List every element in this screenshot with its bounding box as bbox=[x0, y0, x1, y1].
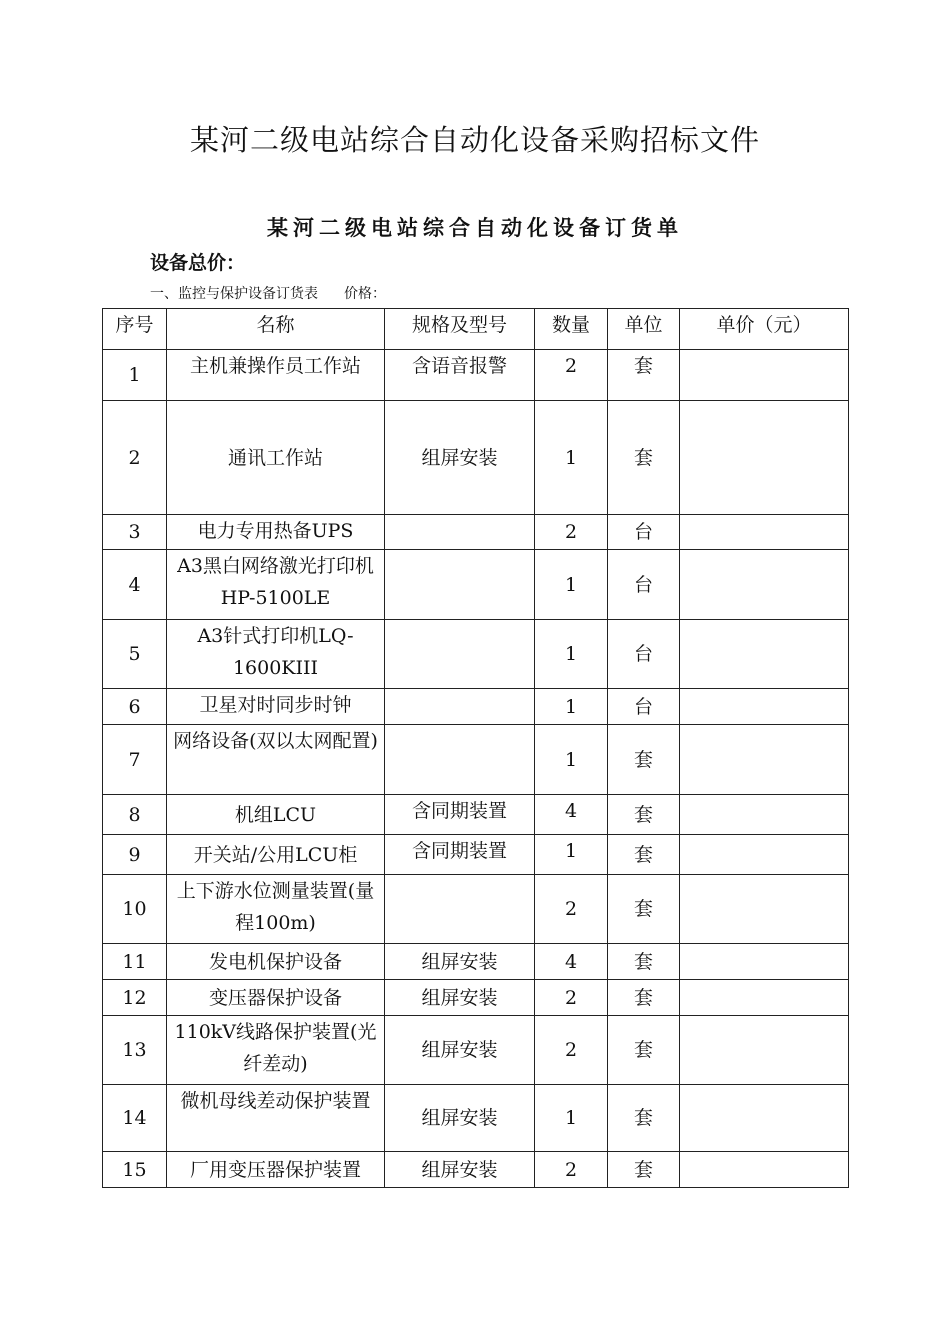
header-price: 单价（元） bbox=[680, 309, 849, 350]
cell-unit: 台 bbox=[608, 550, 680, 620]
cell-price bbox=[680, 350, 849, 401]
cell-name: 变压器保护设备 bbox=[167, 980, 385, 1016]
cell-price bbox=[680, 515, 849, 550]
cell-no: 10 bbox=[103, 875, 167, 944]
cell-unit: 台 bbox=[608, 620, 680, 689]
header-qty: 数量 bbox=[535, 309, 608, 350]
cell-spec: 含同期装置 bbox=[385, 795, 535, 835]
cell-spec bbox=[385, 620, 535, 689]
cell-no: 11 bbox=[103, 944, 167, 980]
cell-no: 7 bbox=[103, 725, 167, 795]
cell-unit: 套 bbox=[608, 944, 680, 980]
cell-unit: 套 bbox=[608, 980, 680, 1016]
cell-no: 4 bbox=[103, 550, 167, 620]
table-row bbox=[103, 980, 849, 1016]
table-row bbox=[103, 401, 849, 515]
cell-price bbox=[680, 689, 849, 725]
table-row bbox=[103, 944, 849, 980]
cell-no: 13 bbox=[103, 1016, 167, 1085]
table-row bbox=[103, 620, 849, 689]
total-price-label: 设备总价： bbox=[150, 252, 246, 274]
cell-spec bbox=[385, 515, 535, 550]
table-row bbox=[103, 835, 849, 875]
cell-spec: 组屏安装 bbox=[385, 1152, 535, 1188]
cell-unit: 台 bbox=[608, 515, 680, 550]
cell-no: 3 bbox=[103, 515, 167, 550]
cell-qty: 1 bbox=[535, 550, 608, 620]
cell-no: 12 bbox=[103, 980, 167, 1016]
cell-spec: 组屏安装 bbox=[385, 980, 535, 1016]
cell-spec: 组屏安装 bbox=[385, 944, 535, 980]
table-row bbox=[103, 1016, 849, 1085]
cell-qty: 4 bbox=[535, 944, 608, 980]
price-label: 价格： bbox=[344, 286, 386, 302]
header-no: 序号 bbox=[103, 309, 167, 350]
cell-spec bbox=[385, 725, 535, 795]
section-heading bbox=[150, 283, 386, 303]
cell-qty: 1 bbox=[535, 725, 608, 795]
cell-unit: 套 bbox=[608, 350, 680, 401]
header-spec: 规格及型号 bbox=[385, 309, 535, 350]
document-title: 某河二级电站综合自动化设备采购招标文件 bbox=[189, 123, 760, 157]
cell-qty: 1 bbox=[535, 835, 608, 875]
cell-name: 主机兼操作员工作站 bbox=[167, 350, 385, 401]
table-row bbox=[103, 689, 849, 725]
cell-name: A3针式打印机LQ-1600KIII bbox=[167, 620, 385, 689]
order-form-title: 某河二级电站综合自动化设备订货单 bbox=[267, 216, 683, 240]
table-row bbox=[103, 1152, 849, 1188]
table-row bbox=[103, 550, 849, 620]
table-body bbox=[103, 350, 849, 1188]
cell-name: 卫星对时同步时钟 bbox=[167, 689, 385, 725]
cell-no: 8 bbox=[103, 795, 167, 835]
cell-price bbox=[680, 944, 849, 980]
cell-name: 110kV线路保护装置(光纤差动) bbox=[167, 1016, 385, 1085]
cell-name: 上下游水位测量装置(量程100m) bbox=[167, 875, 385, 944]
cell-qty: 1 bbox=[535, 1085, 608, 1152]
header-name: 名称 bbox=[167, 309, 385, 350]
cell-price bbox=[680, 401, 849, 515]
cell-qty: 1 bbox=[535, 689, 608, 725]
cell-price bbox=[680, 620, 849, 689]
cell-price bbox=[680, 875, 849, 944]
cell-name: 机组LCU bbox=[167, 795, 385, 835]
cell-name: 通讯工作站 bbox=[167, 401, 385, 515]
cell-spec bbox=[385, 689, 535, 725]
cell-no: 6 bbox=[103, 689, 167, 725]
cell-price bbox=[680, 725, 849, 795]
cell-price bbox=[680, 550, 849, 620]
cell-unit: 套 bbox=[608, 725, 680, 795]
cell-name: 发电机保护设备 bbox=[167, 944, 385, 980]
cell-no: 9 bbox=[103, 835, 167, 875]
table-row bbox=[103, 875, 849, 944]
cell-qty: 2 bbox=[535, 515, 608, 550]
cell-no: 5 bbox=[103, 620, 167, 689]
cell-spec bbox=[385, 875, 535, 944]
table-row bbox=[103, 725, 849, 795]
cell-name: 微机母线差动保护装置 bbox=[167, 1085, 385, 1152]
cell-price bbox=[680, 835, 849, 875]
table-header-row bbox=[103, 309, 849, 350]
cell-spec: 组屏安装 bbox=[385, 1085, 535, 1152]
cell-spec bbox=[385, 550, 535, 620]
cell-name: A3黑白网络激光打印机HP-5100LE bbox=[167, 550, 385, 620]
cell-unit: 套 bbox=[608, 401, 680, 515]
cell-qty: 1 bbox=[535, 620, 608, 689]
cell-qty: 1 bbox=[535, 401, 608, 515]
cell-no: 14 bbox=[103, 1085, 167, 1152]
cell-price bbox=[680, 795, 849, 835]
cell-unit: 套 bbox=[608, 875, 680, 944]
cell-qty: 2 bbox=[535, 980, 608, 1016]
cell-spec: 组屏安装 bbox=[385, 401, 535, 515]
cell-name: 电力专用热备UPS bbox=[167, 515, 385, 550]
cell-no: 2 bbox=[103, 401, 167, 515]
cell-qty: 2 bbox=[535, 1152, 608, 1188]
cell-qty: 2 bbox=[535, 1016, 608, 1085]
cell-qty: 2 bbox=[535, 875, 608, 944]
cell-name: 厂用变压器保护装置 bbox=[167, 1152, 385, 1188]
cell-unit: 套 bbox=[608, 1016, 680, 1085]
table-row bbox=[103, 350, 849, 401]
cell-unit: 套 bbox=[608, 795, 680, 835]
cell-no: 1 bbox=[103, 350, 167, 401]
cell-unit: 台 bbox=[608, 689, 680, 725]
cell-price bbox=[680, 980, 849, 1016]
header-unit: 单位 bbox=[608, 309, 680, 350]
cell-spec: 组屏安装 bbox=[385, 1016, 535, 1085]
cell-unit: 套 bbox=[608, 1152, 680, 1188]
table-row bbox=[103, 1085, 849, 1152]
cell-unit: 套 bbox=[608, 1085, 680, 1152]
cell-name: 网络设备(双以太网配置) bbox=[167, 725, 385, 795]
cell-qty: 4 bbox=[535, 795, 608, 835]
cell-no: 15 bbox=[103, 1152, 167, 1188]
cell-price bbox=[680, 1016, 849, 1085]
cell-spec: 含同期装置 bbox=[385, 835, 535, 875]
cell-qty: 2 bbox=[535, 350, 608, 401]
cell-name: 开关站/公用LCU柜 bbox=[167, 835, 385, 875]
table-row bbox=[103, 515, 849, 550]
section-label: 一、监控与保护设备订货表 bbox=[150, 286, 318, 302]
cell-unit: 套 bbox=[608, 835, 680, 875]
cell-price bbox=[680, 1085, 849, 1152]
table-row bbox=[103, 795, 849, 835]
cell-spec: 含语音报警 bbox=[385, 350, 535, 401]
cell-price bbox=[680, 1152, 849, 1188]
equipment-order-table bbox=[102, 308, 849, 1188]
